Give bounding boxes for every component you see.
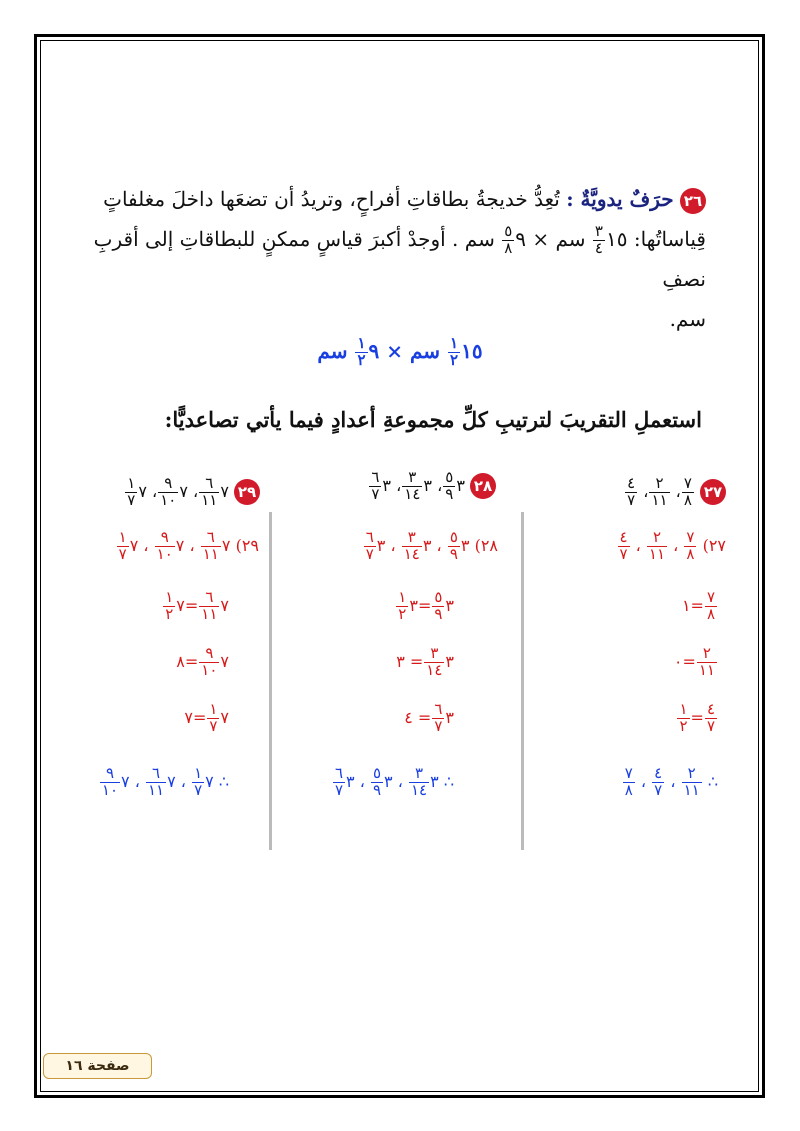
equals-sign: = xyxy=(690,707,704,727)
numerator: ٣ xyxy=(407,528,416,546)
fraction xyxy=(355,336,367,369)
equals-value: =٨ xyxy=(176,651,199,671)
exercise-27-step xyxy=(674,646,718,679)
exercise-29-answer-line xyxy=(116,530,259,563)
denominator: ٩ xyxy=(372,780,382,799)
whole-number: ٧ xyxy=(121,771,130,791)
whole-number: ٩ xyxy=(515,227,527,251)
whole-number: ٣ xyxy=(430,771,439,791)
numerator: ٥ xyxy=(445,468,454,486)
problem-number-badge: ٢٦ xyxy=(680,188,706,214)
whole-number: ٣ xyxy=(460,535,470,555)
denominator: ٧ xyxy=(127,490,136,509)
numerator: ٤ xyxy=(627,474,636,492)
whole-number: ٧ xyxy=(220,651,229,671)
separator: ، xyxy=(437,475,443,495)
denominator: ٢ xyxy=(679,716,688,735)
numerator: ٥ xyxy=(372,764,382,782)
exercise-27-step xyxy=(682,590,718,623)
denominator: ١١ xyxy=(147,780,165,799)
fraction xyxy=(448,336,460,369)
problem-text-2b: سم × xyxy=(532,227,586,251)
fraction xyxy=(593,224,605,257)
numerator: ٩ xyxy=(160,528,169,546)
therefore-symbol: ∴ xyxy=(218,771,229,791)
equals-value: = ٤ xyxy=(404,707,432,727)
page-number-label: صفحة ١٦ xyxy=(43,1053,152,1079)
numerator: ١ xyxy=(679,700,688,718)
numerator: ٦ xyxy=(434,700,443,718)
whole-number: ٣ xyxy=(423,475,432,495)
exercise-28-result xyxy=(332,766,454,799)
exercise-number-badge: ٢٧ xyxy=(700,479,726,505)
exercise-label: ٢٧) xyxy=(702,535,726,555)
whole-number: ٧ xyxy=(220,707,229,727)
whole-number: ٣ xyxy=(445,595,454,615)
numerator: ٣ xyxy=(594,222,603,241)
numerator: ٦ xyxy=(206,528,215,546)
separator: ، xyxy=(397,771,403,791)
separator: ، xyxy=(670,771,676,791)
numerator: ٦ xyxy=(205,474,214,492)
denominator: ٢ xyxy=(165,604,174,623)
denominator: ١٠ xyxy=(160,490,177,509)
problem-26-line-1 xyxy=(86,179,706,219)
mixed-number xyxy=(354,334,380,369)
denominator: ٧ xyxy=(654,780,663,799)
exercise-29-question xyxy=(124,476,260,509)
whole-number: ٣ xyxy=(346,771,355,791)
equals-sign: = xyxy=(184,595,199,615)
denominator: ٩ xyxy=(449,544,458,563)
separator: ، xyxy=(390,535,396,555)
denominator: ٨ xyxy=(504,239,513,257)
exercise-label: ٢٨) xyxy=(474,535,498,555)
separator: ، xyxy=(673,535,679,555)
whole-number: ١٥ xyxy=(461,338,483,363)
separator: ، xyxy=(189,535,195,555)
denominator: ١١ xyxy=(202,544,219,563)
equals-sign: = xyxy=(417,595,432,615)
whole-number: ٧ xyxy=(205,771,214,791)
whole-number: ٣ xyxy=(409,595,418,615)
whole-number: ٩ xyxy=(368,338,380,363)
numerator: ٦ xyxy=(371,468,380,486)
numerator: ١ xyxy=(118,528,127,546)
separator: ، xyxy=(640,771,647,791)
numerator: ٤ xyxy=(706,700,715,718)
numerator: ٣ xyxy=(415,764,424,782)
denominator: ٩ xyxy=(434,604,443,623)
problem-26-line-3: سم. xyxy=(669,307,706,331)
separator: ، xyxy=(180,771,186,791)
numerator: ٧ xyxy=(686,528,695,546)
column-divider xyxy=(521,512,524,850)
exercise-27-answer-line xyxy=(617,530,727,563)
problem-text-2a: قِياساتُها: xyxy=(633,227,706,251)
exercise-28-step xyxy=(395,590,454,623)
problem-text-2c: سم . أوجدْ أكبرَ قياسٍ ممكنٍ للبطاقاتِ إلى أقربِ نصفِ xyxy=(93,227,706,291)
numerator: ٩ xyxy=(205,644,214,662)
mixed-number xyxy=(592,222,628,257)
problem-26 xyxy=(86,179,706,339)
mixed-number xyxy=(501,222,527,257)
denominator: ٧ xyxy=(627,490,636,509)
denominator: ٧ xyxy=(371,484,380,503)
denominator: ١١ xyxy=(201,490,218,509)
numerator: ٣ xyxy=(430,644,439,662)
exercise-28-step xyxy=(404,702,454,735)
denominator: ١٤ xyxy=(404,484,421,503)
numerator: ٦ xyxy=(365,528,374,546)
whole-number: ٧ xyxy=(220,595,229,615)
therefore-symbol: ∴ xyxy=(443,771,454,791)
whole-number: ٧ xyxy=(221,535,231,555)
numerator: ١ xyxy=(194,764,203,782)
denominator: ١٤ xyxy=(411,780,428,799)
exercise-27-question xyxy=(624,476,726,509)
therefore-symbol: ∴ xyxy=(707,771,718,791)
numerator: ٣ xyxy=(408,468,417,486)
numerator: ١ xyxy=(398,588,407,606)
exercise-29-step xyxy=(162,590,229,623)
exercise-28-question xyxy=(368,470,496,503)
numerator: ٦ xyxy=(205,588,214,606)
exercise-29-step xyxy=(184,702,229,735)
separator: ، xyxy=(396,475,402,495)
exercise-27-step xyxy=(676,702,718,735)
numerator: ٢ xyxy=(687,764,696,782)
exercise-label: ٢٩) xyxy=(235,535,259,555)
equals-value: =١ xyxy=(681,595,704,615)
whole-number: ٣ xyxy=(456,475,465,495)
separator: ، xyxy=(143,535,149,555)
whole-number: ٣ xyxy=(422,535,432,555)
whole-number: ٧ xyxy=(220,481,229,501)
numerator: ٢ xyxy=(655,474,664,492)
numerator: ٧ xyxy=(624,764,633,782)
separator: ، xyxy=(675,481,681,501)
column-divider xyxy=(269,512,272,850)
numerator: ٧ xyxy=(683,474,692,492)
denominator: ١١ xyxy=(201,604,218,623)
numerator: ١ xyxy=(450,334,459,352)
numerator: ٤ xyxy=(619,528,628,546)
numerator: ٥ xyxy=(434,588,443,606)
whole-number: ٣ xyxy=(445,651,454,671)
numerator: ٩ xyxy=(164,474,173,492)
equals-value: =٠ xyxy=(673,651,696,671)
exercise-28-step xyxy=(396,646,454,679)
denominator: ٤ xyxy=(594,239,603,257)
exercise-27-result xyxy=(622,766,718,799)
numerator: ١ xyxy=(127,474,136,492)
numerator: ٦ xyxy=(334,764,344,782)
numerator: ١ xyxy=(165,588,174,606)
denominator: ١٠ xyxy=(101,780,119,799)
denominator: ٧ xyxy=(434,716,443,735)
numerator: ٩ xyxy=(105,764,114,782)
problem-26-line-2 xyxy=(86,219,706,299)
denominator: ٧ xyxy=(209,716,218,735)
denominator: ٢ xyxy=(450,350,459,369)
denominator: ٨ xyxy=(706,604,715,623)
whole-number: ٣ xyxy=(376,535,386,555)
exercise-number-badge: ٢٩ xyxy=(234,479,260,505)
denominator: ٨ xyxy=(686,544,695,563)
fraction xyxy=(502,224,514,257)
numerator: ٢ xyxy=(652,528,662,546)
exercise-28-answer-line xyxy=(363,530,498,563)
denominator: ٧ xyxy=(619,544,628,563)
problem-text-1: تُعِدُّ خديجةُ بطاقاتِ أفراحٍ، وتريدُ أن تضعَها داخلَ مغلفاتٍ xyxy=(103,187,560,211)
numerator: ٥ xyxy=(449,528,458,546)
whole-number: ٧ xyxy=(179,481,188,501)
denominator: ١١ xyxy=(648,544,666,563)
denominator: ٧ xyxy=(118,544,127,563)
denominator: ٨ xyxy=(683,490,692,509)
mixed-number xyxy=(447,334,483,369)
denominator: ٧ xyxy=(334,780,344,799)
denominator: ٨ xyxy=(624,780,633,799)
whole-number: ٧ xyxy=(129,535,139,555)
separator: ، xyxy=(152,481,158,501)
denominator: ٧ xyxy=(706,716,715,735)
whole-number: ١٥ xyxy=(605,227,628,251)
numerator: ١ xyxy=(357,334,366,352)
numerator: ٥ xyxy=(504,222,513,241)
separator: ، xyxy=(359,771,365,791)
denominator: ١١ xyxy=(698,660,715,679)
answer-unit: سم xyxy=(317,338,348,363)
exercise-29-step xyxy=(176,646,229,679)
whole-number: ٣ xyxy=(384,771,393,791)
denominator: ١١ xyxy=(683,780,700,799)
denominator: ١٤ xyxy=(403,544,420,563)
numerator: ٦ xyxy=(152,764,161,782)
separator: ، xyxy=(436,535,442,555)
denominator: ١٠ xyxy=(156,544,173,563)
whole-number: ٧ xyxy=(175,535,185,555)
numerator: ٢ xyxy=(702,644,711,662)
numerator: ١ xyxy=(209,700,218,718)
equals-value: =٧ xyxy=(184,707,207,727)
separator: ، xyxy=(643,481,649,501)
denominator: ١٤ xyxy=(426,660,443,679)
numerator: ٤ xyxy=(654,764,663,782)
denominator: ٧ xyxy=(194,780,203,799)
instruction-heading: استعملِ التقريبَ لترتيبِ كلِّ مجموعةِ أعدادٍ فيما يأتي تصاعديًّا: xyxy=(164,407,702,432)
denominator: ١٠ xyxy=(201,660,218,679)
denominator: ٧ xyxy=(365,544,374,563)
problem-26-answer xyxy=(0,336,800,369)
exercise-29-result xyxy=(99,766,229,799)
denominator: ٢ xyxy=(398,604,407,623)
whole-number: ٣ xyxy=(382,475,391,495)
separator: ، xyxy=(635,535,641,555)
denominator: ١١ xyxy=(651,490,668,509)
problem-title: حرَفٌ يدويَّةٌ : xyxy=(566,187,674,211)
equals-value: = ٣ xyxy=(396,651,424,671)
whole-number: ٧ xyxy=(176,595,185,615)
denominator: ٢ xyxy=(357,350,366,369)
exercise-number-badge: ٢٨ xyxy=(470,473,496,499)
denominator: ٩ xyxy=(445,484,454,503)
whole-number: ٧ xyxy=(167,771,176,791)
whole-number: ٣ xyxy=(445,707,454,727)
numerator: ٧ xyxy=(706,588,715,606)
whole-number: ٧ xyxy=(138,481,147,501)
answer-text: سم × xyxy=(386,338,441,363)
separator: ، xyxy=(193,481,199,501)
separator: ، xyxy=(134,771,140,791)
